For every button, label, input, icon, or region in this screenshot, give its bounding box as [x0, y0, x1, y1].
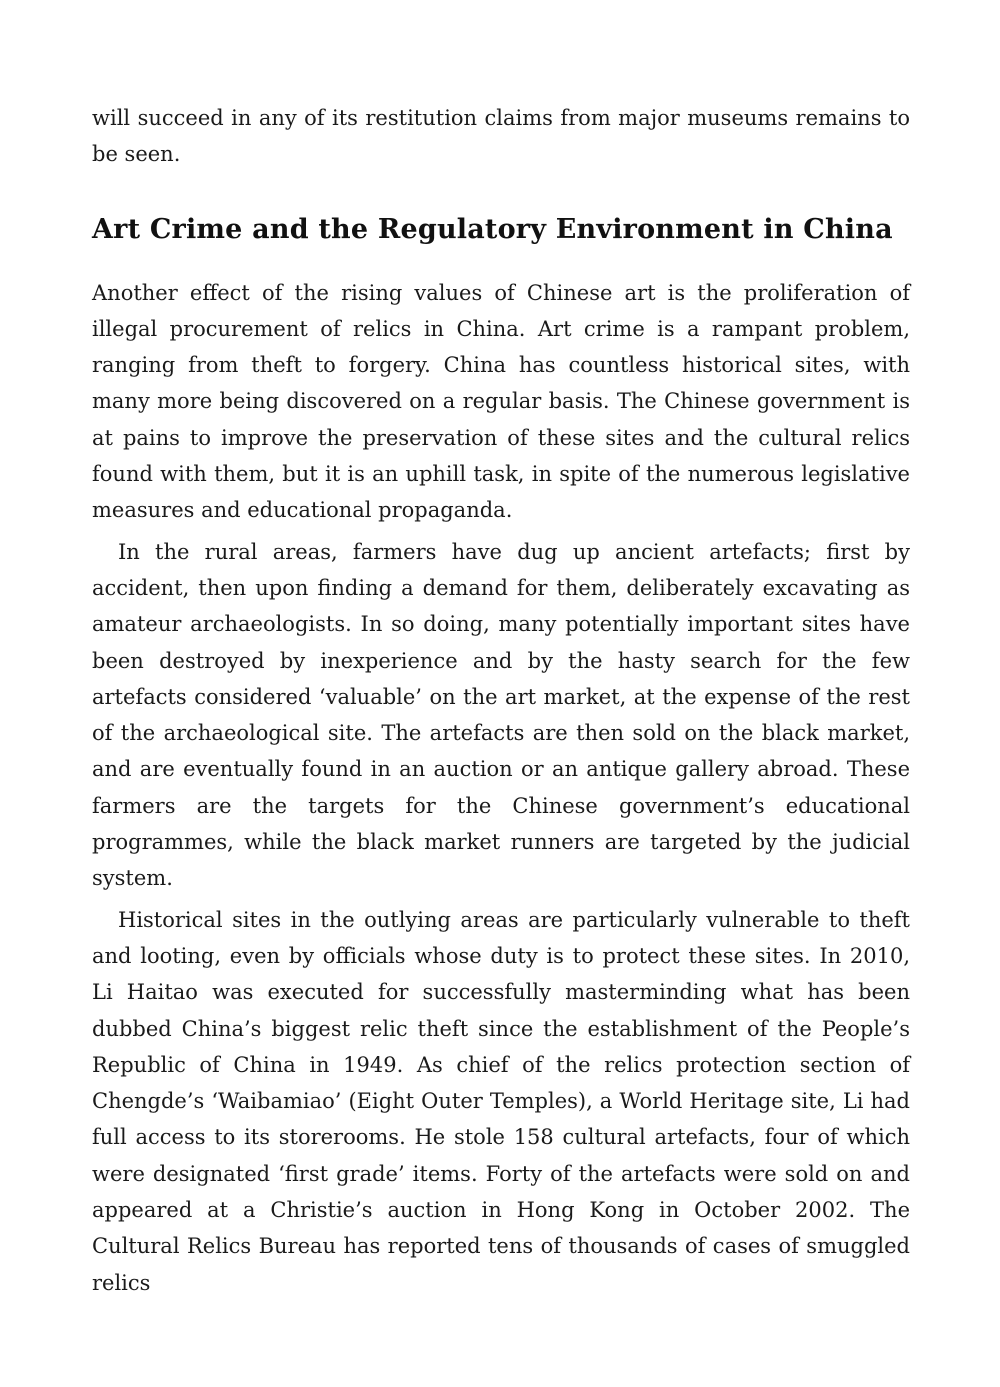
section-heading: Art Crime and the Regulatory Environment in China	[92, 213, 893, 245]
body-paragraph-2: In the rural areas, farmers have dug up ancient artefacts; first by accident, then upon finding a demand for them, deliberately excavating as amateur archaeologists. In so doing, many potentially important sites have been destroyed by inexperience and by the hasty search for the few artefacts considered ‘valuable’ on the art market, at the expense of the rest of the archaeological site. The artefacts are then sold on the black market, and are eventually found in an auction or an antique gallery abroad. These farmers are the targets for the Chinese government’s educational programmes, while the black market runners are targeted by the judicial system.	[92, 539, 910, 891]
continued-paragraph: will succeed in any of its restitution claims from major museums remains to be seen.	[92, 106, 910, 167]
body-paragraph-1: Another effect of the rising values of Chinese art is the proliferation of illegal procurement of relics in China. Art crime is a rampant problem, ranging from theft to forgery. China has countless historical sites, with many more being discovered on a regular basis. The Chinese government is at pains to improve the preservation of these sites and the cultural relics found with them, but it is an uphill task, in spite of the numerous legislative measures and educational propaganda.	[92, 280, 910, 523]
body-paragraph-3: Historical sites in the outlying areas are particularly vulnerable to theft and looting, even by officials whose duty is to protect these sites. In 2010, Li Haitao was executed for successfully masterminding what has been dubbed China’s biggest relic theft since the establishment of the People’s Republic of China in 1949. As chief of the relics protection section of Chengde’s ‘Waibamiao’ (Eight Outer Temples), a World Heritage site, Li had full access to its storerooms. He stole 158 cultural artefacts, four of which were designated ‘first grade’ items. Forty of the artefacts were sold on and appeared at a Christie’s auction in Hong Kong in October 2002. The Cultural Relics Bureau has reported tens of thousands of cases of smuggled relics	[92, 907, 910, 1295]
document-page	[92, 100, 910, 1301]
